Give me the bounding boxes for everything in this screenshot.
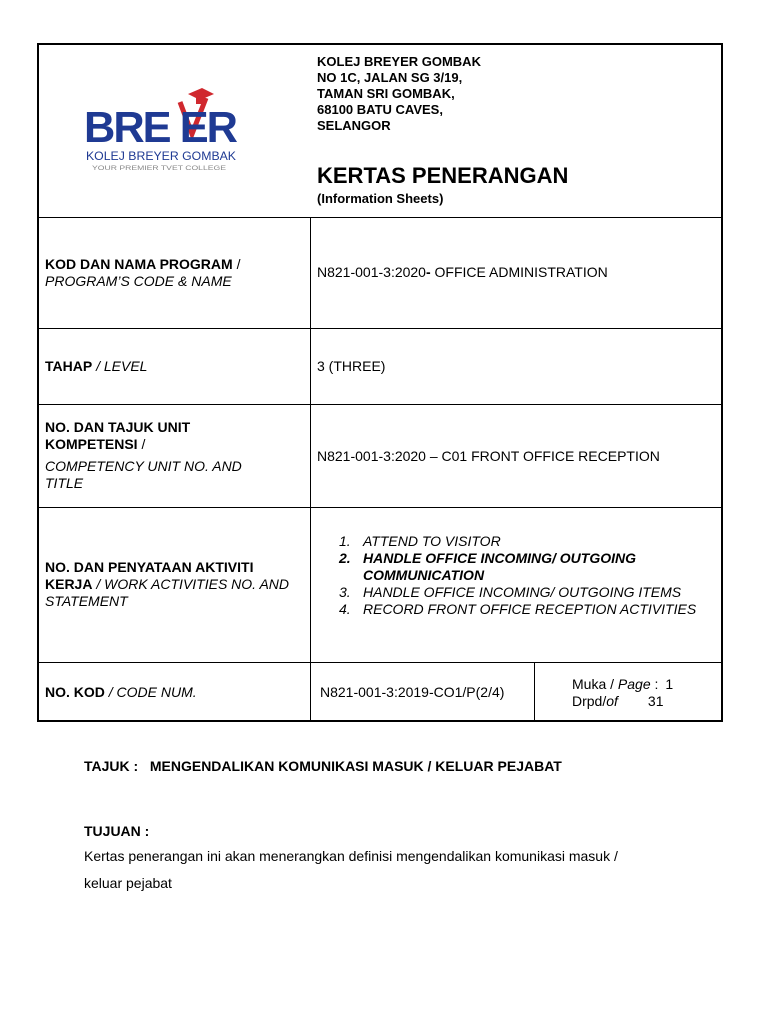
- table-border-right: [721, 43, 723, 722]
- unit-value: N821-001-3:2020 – C01 FRONT OFFICE RECEPTION: [317, 448, 660, 464]
- address-line: NO 1C, JALAN SG 3/19,: [317, 70, 463, 85]
- breyer-logo-icon: [80, 88, 240, 178]
- row-divider: [37, 404, 723, 405]
- college-address: [317, 54, 481, 134]
- table-border-left: [37, 43, 39, 722]
- activities-label: NO. DAN PENYATAAN AKTIVITI KERJA / WORK ACTIVITIES NO. AND STATEMENT: [45, 559, 290, 609]
- program-label: KOD DAN NAMA PROGRAM / PROGRAM’S CODE & NAME: [45, 256, 241, 289]
- level-value: 3 (THREE): [317, 358, 386, 374]
- tujuan-text-line: keluar pejabat: [84, 875, 172, 891]
- row-divider: [37, 328, 723, 329]
- document-title: KERTAS PENERANGAN: [317, 163, 569, 188]
- row-divider: [37, 217, 723, 218]
- code-label: NO. KOD / CODE NUM.: [45, 684, 197, 700]
- row-divider: [37, 662, 723, 663]
- activity-item: 4. RECORD FRONT OFFICE RECEPTION ACTIVITIES: [339, 601, 697, 617]
- row-divider: [37, 507, 723, 508]
- column-divider: [310, 217, 311, 721]
- code-value: N821-001-3:2019-CO1/P(2/4): [320, 684, 505, 700]
- page-total: 31: [647, 693, 664, 709]
- program-value: N821-001-3:2020- OFFICE ADMINISTRATION: [317, 264, 608, 280]
- svg-text:YOUR PREMIER TVET COLLEGE: YOUR PREMIER TVET COLLEGE: [92, 166, 226, 172]
- tujuan-text-line: Kertas penerangan ini akan menerangkan definisi mengendalikan komunikasi masuk /: [84, 848, 618, 864]
- address-line: TAMAN SRI GOMBAK,: [317, 86, 455, 101]
- document-subtitle: (Information Sheets): [317, 191, 444, 206]
- address-line: 68100 BATU CAVES,: [317, 102, 443, 117]
- college-logo: [80, 88, 240, 178]
- table-border-top: [37, 43, 723, 45]
- svg-text:BRE ER: BRE ER: [84, 103, 238, 152]
- page-info: Muka / Page : 1 Drpd/of 31: [572, 676, 674, 709]
- address-line: KOLEJ BREYER GOMBAK: [317, 54, 481, 69]
- activity-item: 2. HANDLE OFFICE INCOMING/ OUTGOING COMMUNICATION: [339, 550, 636, 583]
- activity-item: 1. ATTEND TO VISITOR: [339, 533, 501, 549]
- tujuan-heading: TUJUAN :: [84, 823, 150, 839]
- column-divider-page: [534, 662, 535, 721]
- activities-list: [317, 533, 743, 618]
- unit-label: NO. DAN TAJUK UNIT KOMPETENSI / COMPETENCY UNIT NO. AND TITLE: [45, 419, 242, 491]
- level-label: TAHAP / LEVEL: [45, 358, 148, 374]
- tajuk-heading: TAJUK : MENGENDALIKAN KOMUNIKASI MASUK / KELUAR PEJABAT: [84, 758, 562, 774]
- activity-item: 3. HANDLE OFFICE INCOMING/ OUTGOING ITEMS: [339, 584, 682, 600]
- address-line: SELANGOR: [317, 118, 391, 133]
- table-border-bottom: [37, 720, 723, 722]
- page-number: 1: [665, 676, 674, 692]
- svg-text:KOLEJ BREYER GOMBAK: KOLEJ BREYER GOMBAK: [86, 149, 236, 163]
